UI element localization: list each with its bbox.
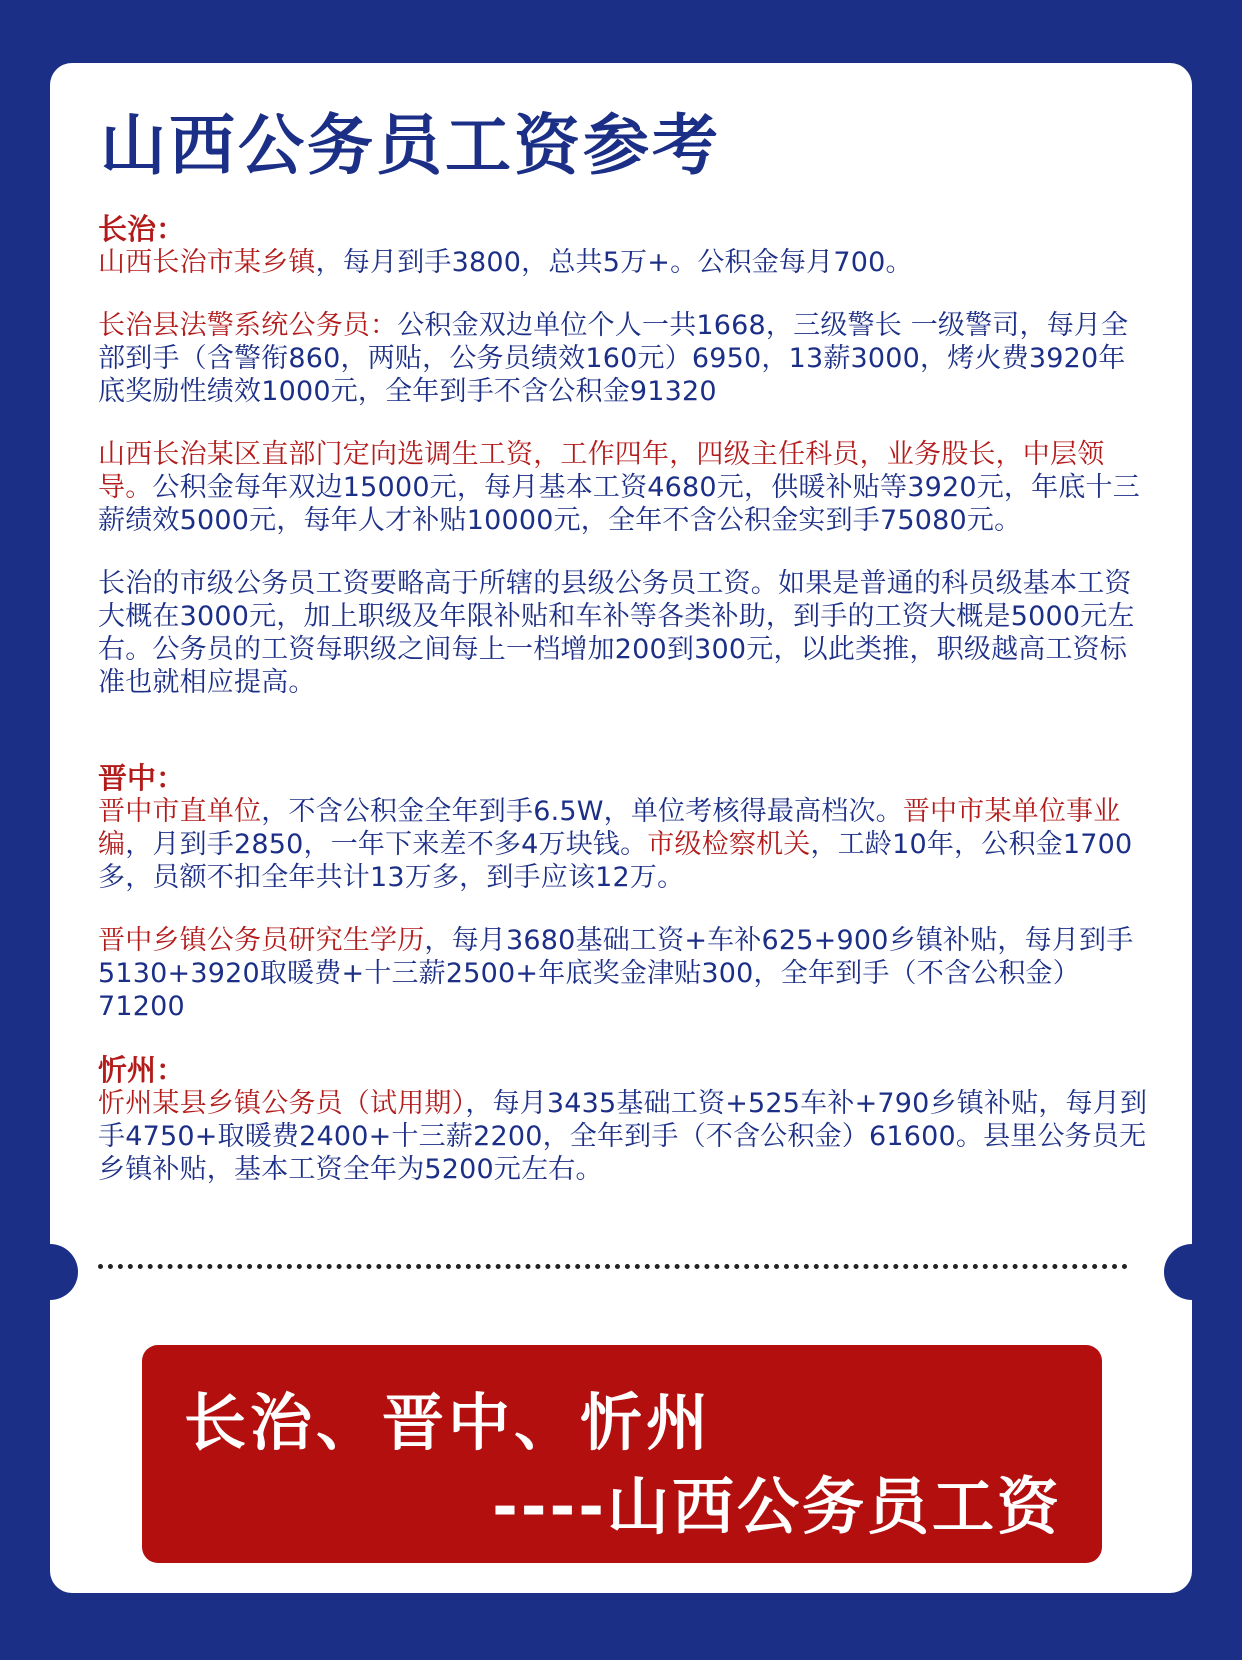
jinzhong-paragraph-1 <box>98 795 1150 894</box>
banner-cities: 长治、晋中、忻州 <box>184 1386 713 1459</box>
summary-banner <box>142 1345 1102 1563</box>
jinzhong-p2-highlight: 晋中乡镇公务员研究生学历 <box>98 925 425 956</box>
xinzhou-paragraph-1 <box>98 1087 1150 1186</box>
changzhi-p1-text: ，每月到手3800，总共5万+。公积金每月700。 <box>315 247 913 278</box>
page-title: 山西公务员工资参考 <box>100 107 721 184</box>
changzhi-p3-text: 公积金每年双边15000元，每月基本工资4680元，供暖补贴等3920元，年底十三薪绩效5000元，每年人才补贴10000元，全年不含公积金实到手75080元。 <box>98 472 1140 536</box>
jinzhong-p1-highlight-c: 市级检察机关 <box>647 829 811 860</box>
jinzhong-p1-text-b: ，月到手2850，一年下来差不多4万块钱。 <box>125 829 648 860</box>
section-heading-xinzhou: 忻州： <box>98 1053 186 1087</box>
xinzhou-p1-text: ，每月3435基础工资+525车补+790乡镇补贴，每月到手4750+取暖费2400+十三薪2200，全年到手（不含公积金）61600。县里公务员无乡镇补贴，基本工资全年为5200元左右。 <box>98 1088 1148 1185</box>
changzhi-paragraph-4: 长治的市级公务员工资要略高于所辖的县级公务员工资。如果是普通的科员级基本工资大概在3000元，加上职级及年限补贴和车补等各类补助，到手的工资大概是5000元左右。公务员的工资每职级之间每上一档增加200到300元，以此类推，职级越高工资标准也就相应提高。 <box>98 568 1135 698</box>
jinzhong-paragraph-2 <box>98 924 1150 1023</box>
changzhi-p1-highlight: 山西长治市某乡镇 <box>98 247 316 278</box>
banner-subtitle: ----山西公务员工资 <box>492 1470 1062 1543</box>
xinzhou-p1-highlight: 忻州某县乡镇公务员（试用期） <box>98 1088 466 1119</box>
content-body <box>98 212 1150 1186</box>
ticket-notch-left <box>22 1244 78 1300</box>
jinzhong-p1-highlight-a: 晋中市直单位 <box>98 796 262 827</box>
changzhi-p2-text: 公积金双边单位个人一共1668，三级警长 一级警司，每月全部到手（含警衔860，两贴，公务员绩效160元）6950，13薪3000，烤火费3920年底奖励性绩效1000元，全年到手不含公积金91320 <box>98 310 1129 407</box>
section-heading-changzhi: 长治： <box>98 212 186 246</box>
changzhi-paragraph-3 <box>98 438 1150 537</box>
changzhi-paragraph-1 <box>98 246 1150 279</box>
changzhi-p3-highlight: 山西长治某区直部门定向选调生工资，工作四年，四级主任科员，业务股长，中层领导。 <box>98 439 1105 503</box>
changzhi-paragraph-2 <box>98 309 1150 408</box>
jinzhong-p1-text-a: ，不含公积金全年到手6.5W，单位考核得最高档次。 <box>261 796 903 827</box>
jinzhong-p2-text: ，每月3680基础工资+车补625+900乡镇补贴，每月到手5130+3920取暖费+十三薪2500+年底奖金津贴300，全年到手（不含公积金）71200 <box>98 925 1134 1022</box>
ticket-notch-right <box>1164 1244 1220 1300</box>
changzhi-p2-highlight: 长治县法警系统公务员： <box>98 310 398 341</box>
jinzhong-p1-text-c: ，工龄10年，公积金1700多，员额不扣全年共计13万多，到手应该12万。 <box>98 829 1133 893</box>
dotted-divider <box>98 1264 1128 1269</box>
jinzhong-p1-highlight-b: 晋中市某单位事业编 <box>98 796 1121 860</box>
section-heading-jinzhong: 晋中： <box>98 761 186 795</box>
